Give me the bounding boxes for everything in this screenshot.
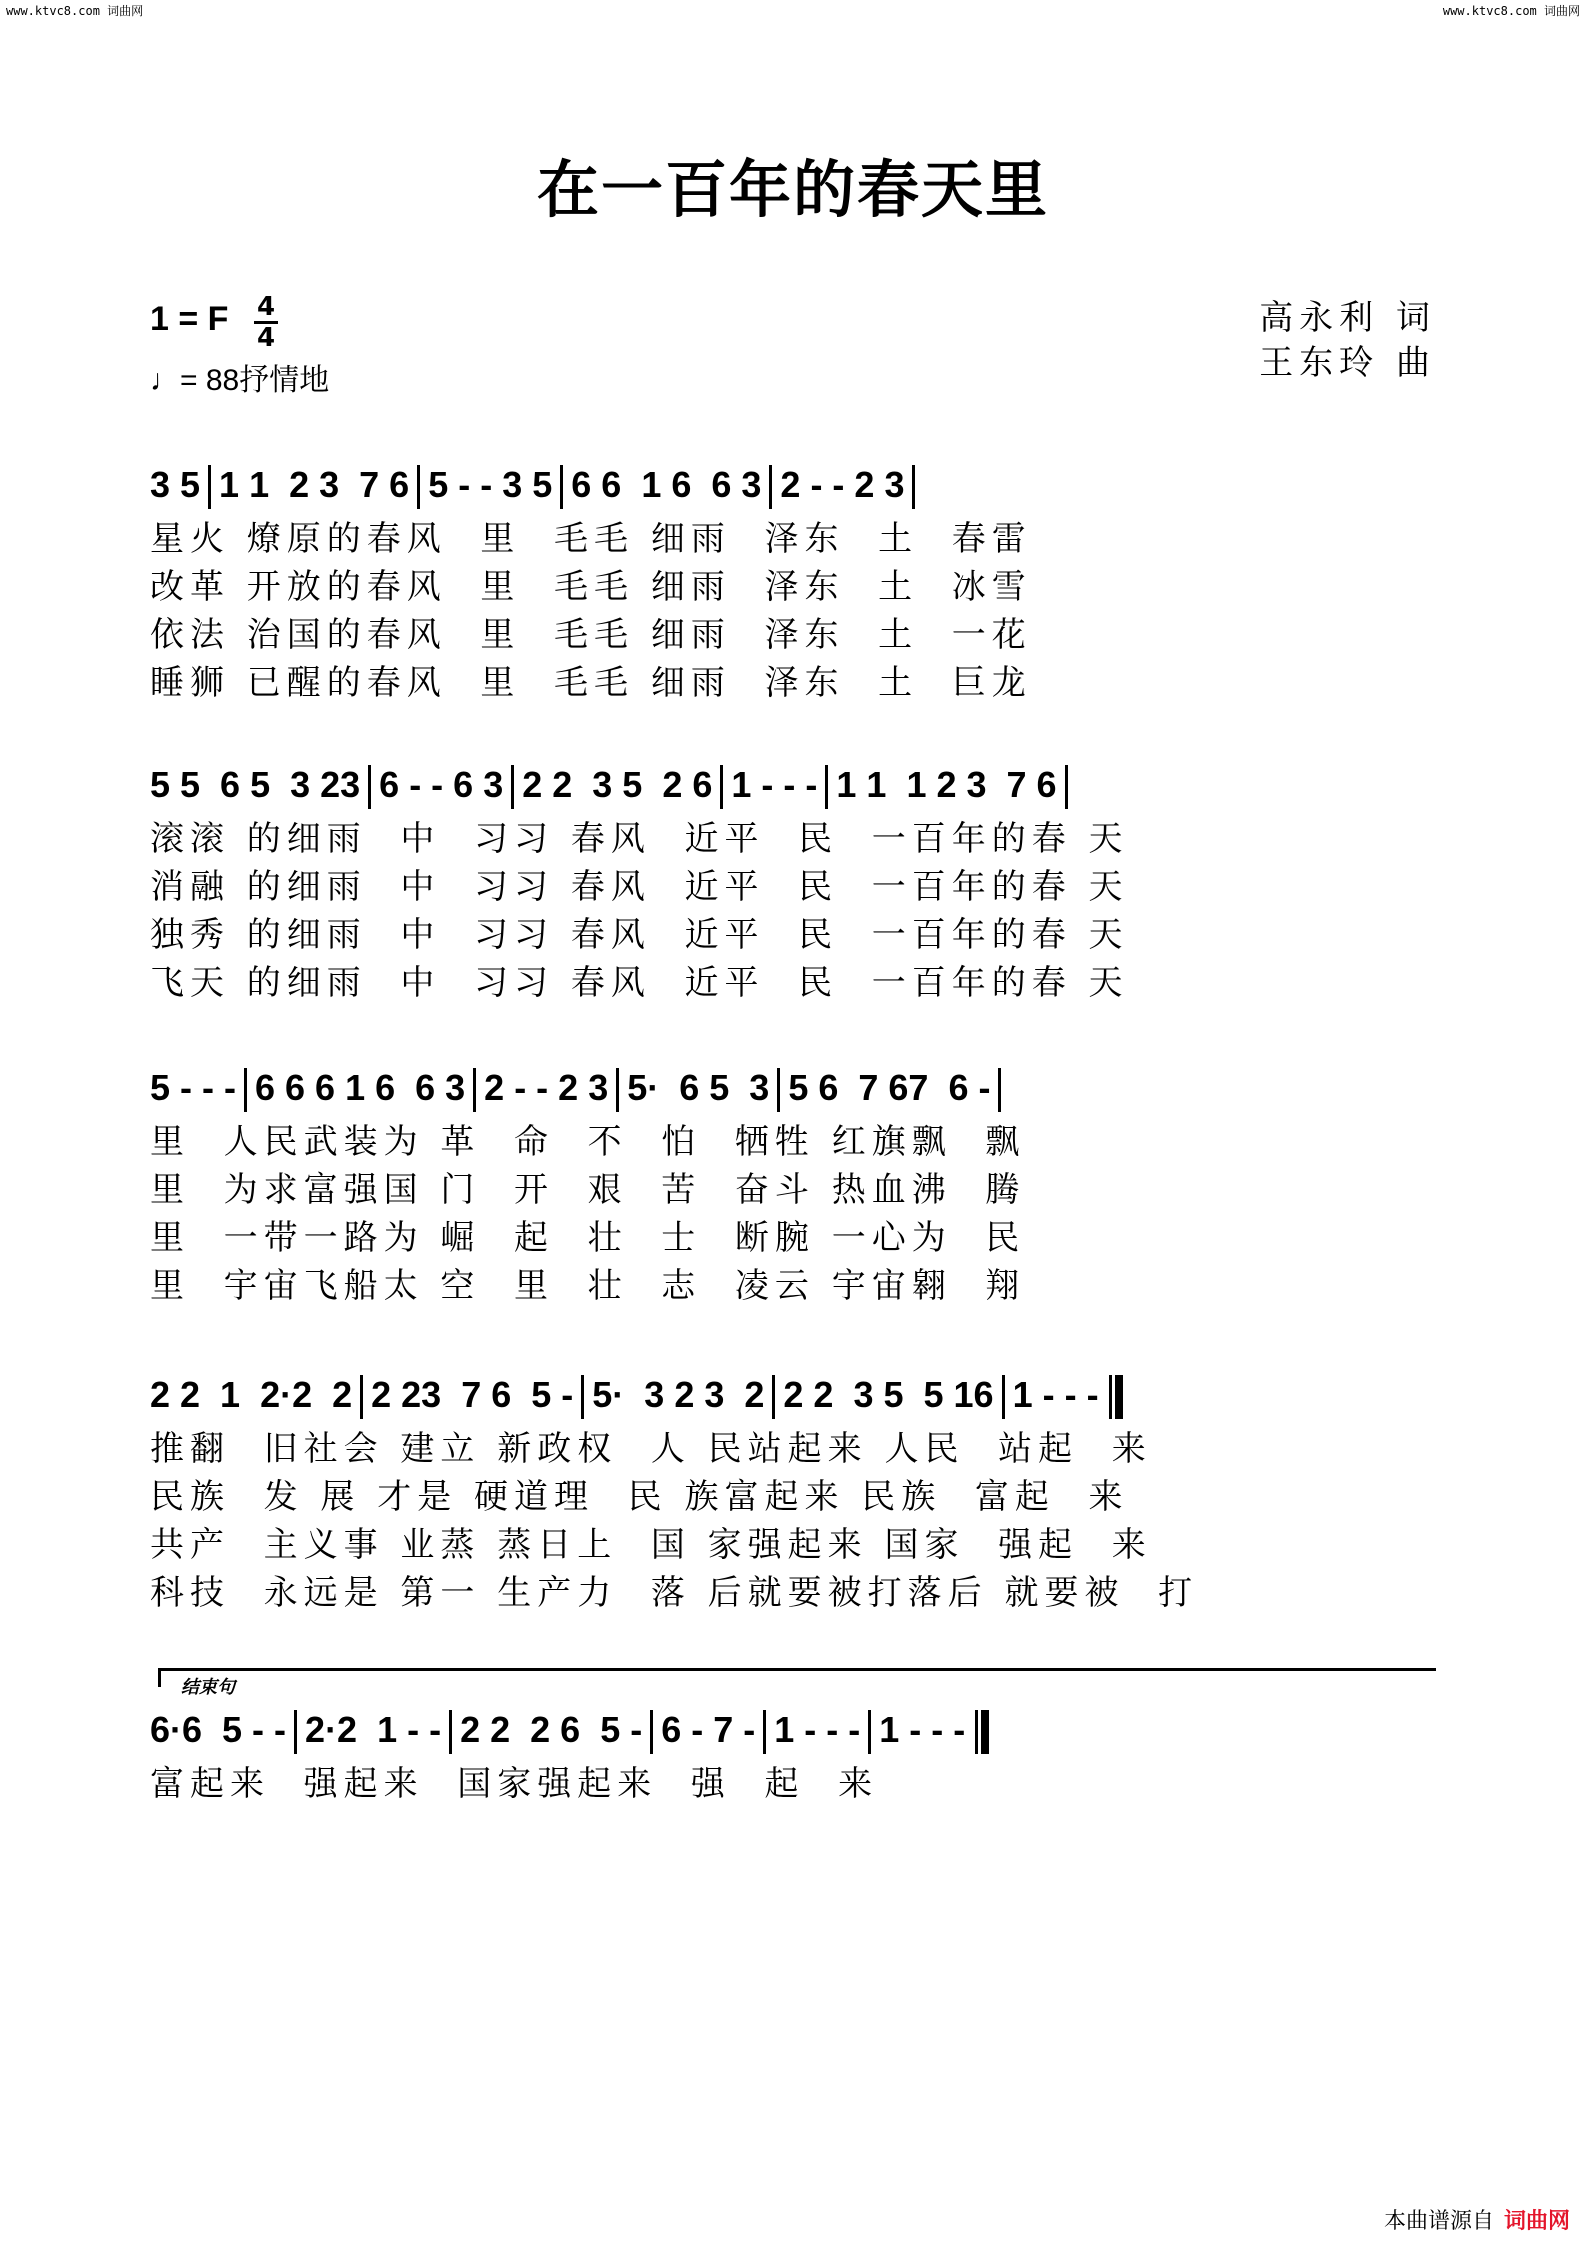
- score-system-4: [150, 1365, 1440, 1617]
- meter-top: 4: [256, 292, 276, 322]
- measure: 5 - - -: [150, 1067, 236, 1108]
- barline: [912, 465, 915, 509]
- barline: [581, 1375, 584, 1419]
- barline: [868, 1710, 871, 1754]
- barline: [294, 1710, 297, 1754]
- notation-line: [150, 455, 1440, 515]
- measure: 2 2 3 5 2 6: [522, 764, 713, 805]
- measure: 2 - - 2 3: [780, 464, 905, 505]
- lyric-line-2: 里 为求富强国 门 开 艰 苦 奋斗 热血沸 腾: [150, 1170, 1026, 1210]
- lyric-line-3: 独秀 的细雨 中 习习 春风 近平 民 一百年的春 天: [150, 915, 1129, 955]
- measure: 2 2 3 5 5 16: [783, 1374, 994, 1415]
- ending-label: 结束句: [181, 1677, 235, 1698]
- lyric-line-4: 科技 永远是 第一 生产力 落 后就要被打落后 就要被 打: [150, 1573, 1199, 1613]
- barline: [616, 1068, 619, 1112]
- barline: [511, 765, 514, 809]
- barline: [1002, 1375, 1005, 1419]
- key-signature: 1 = F: [150, 300, 229, 338]
- measure: 6 6 1 6 6 3: [571, 464, 762, 505]
- watermark-left: www.ktvc8.com 词曲网: [6, 4, 144, 18]
- tempo-mark: ♩= 88抒情地: [150, 364, 330, 397]
- barline: [777, 1068, 780, 1112]
- measure: 2 2 2 6 5 -: [460, 1709, 643, 1750]
- measure: 3 5: [150, 464, 201, 505]
- score-system-2: [150, 755, 1440, 1007]
- ending-bracket: [158, 1668, 1436, 1698]
- score-system-5: [150, 1700, 1440, 1808]
- measure: 6 - - 6 3: [379, 764, 504, 805]
- notation-line: [150, 1700, 1440, 1760]
- lyric-line-2: 民族 发 展 才是 硬道理 民 族富起来 民族 富起 来: [150, 1477, 1129, 1517]
- lyric-line-3: 依法 治国的春风 里 毛毛 细雨 泽东 土 一花: [150, 615, 1032, 655]
- score-system-1: [150, 455, 1440, 707]
- lyric-line-4: 飞天 的细雨 中 习习 春风 近平 民 一百年的春 天: [150, 963, 1129, 1003]
- measure: 5· 3 2 3 2: [592, 1374, 765, 1415]
- source-footer: [1384, 2204, 1570, 2235]
- measure: 1 - - -: [774, 1709, 861, 1750]
- barline: [763, 1710, 766, 1754]
- measure: 2 2 1 2·2 2: [150, 1374, 353, 1415]
- barline: [720, 765, 723, 809]
- barline: [772, 1375, 775, 1419]
- measure: 1 - - -: [1012, 1374, 1099, 1415]
- lyric-line-3: 里 一带一路为 崛 起 壮 士 断腕 一心为 民: [150, 1218, 1026, 1258]
- measure: 2 - - 2 3: [484, 1067, 609, 1108]
- lyric-line-1: 星火 燎原的春风 里 毛毛 细雨 泽东 土 春雷: [150, 519, 1032, 559]
- lyric-line-4: 睡狮 已醒的春风 里 毛毛 细雨 泽东 土 巨龙: [150, 663, 1032, 703]
- measure: 5 6 7 67 6 -: [788, 1067, 991, 1108]
- barline: [1065, 765, 1068, 809]
- composer-credit: 王东玲 曲: [1259, 343, 1436, 383]
- barline: [244, 1068, 247, 1112]
- measure: 1 1 2 3 7 6: [219, 464, 410, 505]
- barline: [208, 465, 211, 509]
- barline: [769, 465, 772, 509]
- measure: 6 - 7 -: [661, 1709, 756, 1750]
- footer-text: 本曲谱源自: [1383, 2209, 1494, 2234]
- measure: 1 - - -: [731, 764, 818, 805]
- meter-bottom: 4: [256, 323, 276, 353]
- time-signature: [254, 294, 278, 351]
- lyric-line-1: 推翻 旧社会 建立 新政权 人 民站起来 人民 站起 来: [150, 1429, 1152, 1469]
- barline: [417, 465, 420, 509]
- lyric-line-3: 共产 主义事 业蒸 蒸日上 国 家强起来 国家 强起 来: [150, 1525, 1152, 1565]
- measure: 1 - - -: [879, 1709, 966, 1750]
- lyric-line-1: 滚滚 的细雨 中 习习 春风 近平 民 一百年的春 天: [150, 819, 1129, 859]
- measure: 1 1 1 2 3 7 6: [836, 764, 1057, 805]
- score-system-3: [150, 1058, 1440, 1310]
- repeat-barline-thick: [1115, 1375, 1123, 1419]
- repeat-barline: [1109, 1375, 1112, 1419]
- measure: 2 23 7 6 5 -: [371, 1374, 574, 1415]
- lyricist-credit: 高永利 词: [1259, 298, 1436, 338]
- measure: 5 - - 3 5: [428, 464, 553, 505]
- footer-brand: 词曲网: [1503, 2209, 1570, 2234]
- barline: [825, 765, 828, 809]
- lyric-line-1: 里 人民武装为 革 命 不 怕 牺牲 红旗飘 飘: [150, 1122, 1026, 1162]
- lyric-line-1: 富起来 强起来 国家强起来 强 起 来: [150, 1764, 879, 1804]
- watermark-right: www.ktvc8.com 词曲网: [1442, 4, 1580, 18]
- barline: [650, 1710, 653, 1754]
- notation-line: [150, 1365, 1440, 1425]
- notation-line: [150, 1058, 1440, 1118]
- notation-line: [150, 755, 1440, 815]
- barline: [998, 1068, 1001, 1112]
- measure: 2·2 1 - -: [305, 1709, 442, 1750]
- final-barline-thick: [981, 1710, 989, 1754]
- lyric-line-2: 消融 的细雨 中 习习 春风 近平 民 一百年的春 天: [150, 867, 1129, 907]
- barline: [360, 1375, 363, 1419]
- lyric-line-2: 改革 开放的春风 里 毛毛 细雨 泽东 土 冰雪: [150, 567, 1032, 607]
- measure: 6 6 6 1 6 6 3: [255, 1067, 466, 1108]
- measure: 5· 6 5 3: [627, 1067, 770, 1108]
- lyric-line-4: 里 宇宙飞船太 空 里 壮 志 凌云 宇宙翱 翔: [150, 1266, 1026, 1306]
- measure: 6·6 5 - -: [150, 1709, 287, 1750]
- measure: 5 5 6 5 3 23: [150, 764, 361, 805]
- barline: [449, 1710, 452, 1754]
- song-title: 在一百年的春天里: [536, 153, 1049, 226]
- barline: [368, 765, 371, 809]
- final-barline: [975, 1710, 978, 1754]
- barline: [473, 1068, 476, 1112]
- barline: [560, 465, 563, 509]
